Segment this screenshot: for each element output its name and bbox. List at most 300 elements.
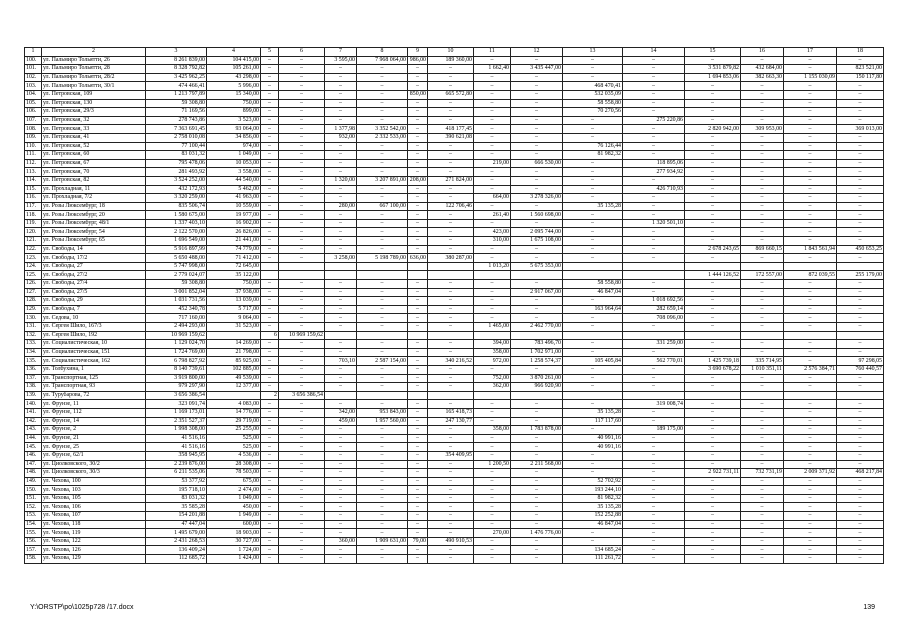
row-number-cell: 127. [25, 288, 42, 297]
table-row [25, 194, 884, 203]
value-cell: – [428, 297, 474, 306]
value-cell: – [325, 400, 357, 409]
address-cell: ул. Розы Люксембург, 48/1 [42, 219, 146, 228]
value-cell: – [837, 323, 884, 332]
value-cell: 2 009 371,92 [784, 469, 837, 478]
value-cell: – [408, 383, 428, 392]
value-cell: 3 278 326,00 [511, 194, 563, 203]
value-cell: 41 516,16 [146, 443, 207, 452]
value-cell: – [511, 537, 563, 546]
value-cell: 636,00 [408, 254, 428, 263]
value-cell: – [784, 211, 837, 220]
value-cell: – [279, 219, 325, 228]
value-cell: – [261, 323, 279, 332]
value-cell: – [563, 159, 623, 168]
value-cell: – [474, 288, 511, 297]
value-cell: – [428, 443, 474, 452]
value-cell: – [741, 82, 784, 91]
value-cell: 2 431 268,53 [146, 537, 207, 546]
value-cell: 1 702 971,00 [511, 348, 563, 357]
value-cell: – [741, 297, 784, 306]
value-cell: – [261, 400, 279, 409]
value-cell: – [741, 340, 784, 349]
value-cell: – [261, 529, 279, 538]
value-cell: – [685, 82, 741, 91]
value-cell: – [741, 219, 784, 228]
row-number-cell: 155. [25, 529, 42, 538]
row-number-cell: 114. [25, 176, 42, 185]
value-cell: 280,00 [325, 202, 357, 211]
value-cell: – [279, 305, 325, 314]
value-cell: – [357, 219, 408, 228]
value-cell: 2 576 384,71 [784, 365, 837, 374]
value-cell: – [837, 555, 884, 564]
value-cell: – [261, 546, 279, 555]
value-cell: – [741, 451, 784, 460]
value-cell: – [408, 305, 428, 314]
value-cell: – [784, 512, 837, 521]
value-cell: – [741, 426, 784, 435]
value-cell: – [511, 142, 563, 151]
value-cell: – [408, 365, 428, 374]
value-cell: – [474, 305, 511, 314]
value-cell: – [357, 314, 408, 323]
value-cell: – [279, 340, 325, 349]
row-number-cell: 146. [25, 451, 42, 460]
value-cell: – [784, 133, 837, 142]
value-cell: 423,00 [474, 228, 511, 237]
row-number-cell: 141. [25, 408, 42, 417]
table-row [25, 391, 884, 400]
value-cell: – [685, 133, 741, 142]
value-cell: – [279, 486, 325, 495]
value-cell [279, 271, 325, 280]
value-cell: – [511, 546, 563, 555]
value-cell: – [357, 245, 408, 254]
value-cell: – [741, 477, 784, 486]
value-cell: – [474, 408, 511, 417]
row-number-cell: 138. [25, 383, 42, 392]
value-cell: – [837, 529, 884, 538]
value-cell: – [563, 219, 623, 228]
value-cell: – [261, 451, 279, 460]
value-cell: – [741, 254, 784, 263]
value-cell: – [279, 417, 325, 426]
value-cell: 79,00 [408, 537, 428, 546]
address-cell: ул. Социалистическая, 10 [42, 340, 146, 349]
table-row [25, 426, 884, 435]
value-cell: – [325, 237, 357, 246]
value-cell: – [784, 434, 837, 443]
value-cell: – [408, 529, 428, 538]
value-cell: – [511, 512, 563, 521]
value-cell: – [784, 116, 837, 125]
value-cell: – [261, 408, 279, 417]
value-cell: – [741, 529, 784, 538]
value-cell: – [563, 194, 623, 203]
value-cell: – [741, 159, 784, 168]
address-cell: ул. Петровская, 109 [42, 90, 146, 99]
value-cell: 34 856,00 [207, 133, 261, 142]
value-cell: – [261, 254, 279, 263]
value-cell: 3 919 800,00 [146, 374, 207, 383]
address-cell: ул. Чехова, 126 [42, 546, 146, 555]
value-cell: – [623, 460, 685, 469]
value-cell: 1 200,50 [474, 460, 511, 469]
address-cell: ул. Петровская, 32 [42, 116, 146, 125]
value-cell: – [279, 494, 325, 503]
value-cell: 58 558,80 [563, 99, 623, 108]
value-cell: 358,00 [474, 348, 511, 357]
value-cell: – [261, 56, 279, 65]
value-cell: 46 847,04 [563, 288, 623, 297]
value-cell: 703,10 [325, 357, 357, 366]
value-cell: 13 039,00 [207, 297, 261, 306]
value-cell: 358 945,95 [146, 451, 207, 460]
value-cell: – [837, 56, 884, 65]
value-cell: – [357, 529, 408, 538]
value-cell: – [408, 486, 428, 495]
value-cell: – [261, 486, 279, 495]
value-cell: 323 091,74 [146, 400, 207, 409]
row-number-cell: 115. [25, 185, 42, 194]
value-cell: – [563, 314, 623, 323]
table-row [25, 125, 884, 134]
value-cell: – [428, 168, 474, 177]
value-cell: 5 747 998,00 [146, 262, 207, 271]
address-cell: ул. Чехова, 107 [42, 512, 146, 521]
value-cell: – [261, 494, 279, 503]
value-cell: – [474, 56, 511, 65]
value-cell: – [623, 211, 685, 220]
value-cell [623, 391, 685, 400]
value-cell: 281 493,92 [146, 168, 207, 177]
value-cell: – [357, 434, 408, 443]
value-cell: 2 678 243,65 [685, 245, 741, 254]
table-row [25, 340, 884, 349]
value-cell: 309 953,00 [741, 125, 784, 134]
address-cell: ул. Свободы, 27/4 [42, 280, 146, 289]
value-cell: – [474, 202, 511, 211]
value-cell: 953 843,00 [357, 408, 408, 417]
value-cell: – [685, 451, 741, 460]
value-cell: – [428, 185, 474, 194]
value-cell: 1 444 126,52 [685, 271, 741, 280]
value-cell: – [784, 503, 837, 512]
value-cell: – [408, 82, 428, 91]
row-number-cell: 139. [25, 391, 42, 400]
value-cell: – [837, 211, 884, 220]
value-cell: – [837, 426, 884, 435]
value-cell: – [474, 142, 511, 151]
value-cell: – [563, 168, 623, 177]
table-row [25, 99, 884, 108]
value-cell: – [408, 99, 428, 108]
value-cell: – [279, 451, 325, 460]
value-cell: – [685, 348, 741, 357]
value-cell: 10 969 159,62 [279, 331, 325, 340]
value-cell: – [474, 168, 511, 177]
value-cell: – [837, 99, 884, 108]
value-cell: – [428, 340, 474, 349]
value-cell: – [685, 434, 741, 443]
table-row [25, 219, 884, 228]
value-cell: – [837, 297, 884, 306]
table-row [25, 297, 884, 306]
value-cell: – [325, 348, 357, 357]
table-row [25, 469, 884, 478]
table-row [25, 202, 884, 211]
value-cell: – [837, 108, 884, 117]
value-cell: 382 663,30 [741, 73, 784, 82]
value-cell: 1 013,20 [474, 262, 511, 271]
value-cell: 1 129 024,70 [146, 340, 207, 349]
value-cell: – [623, 108, 685, 117]
row-number-cell: 149. [25, 477, 42, 486]
row-number-cell: 116. [25, 194, 42, 203]
value-cell: – [428, 477, 474, 486]
value-cell: 2 211 568,00 [511, 460, 563, 469]
value-cell: 3 656 386,54 [279, 391, 325, 400]
value-cell: – [685, 426, 741, 435]
value-cell: – [474, 90, 511, 99]
address-cell: ул. Чехова, 119 [42, 529, 146, 538]
address-cell: ул. Чехова, 129 [42, 555, 146, 564]
value-cell: – [261, 305, 279, 314]
value-cell: – [428, 82, 474, 91]
value-cell: – [784, 357, 837, 366]
column-header: 4 [207, 48, 261, 57]
value-cell: – [623, 555, 685, 564]
row-number-cell: 109. [25, 133, 42, 142]
column-header: 1 [25, 48, 42, 57]
value-cell: – [279, 116, 325, 125]
row-number-cell: 143. [25, 426, 42, 435]
value-cell: 783 496,70 [511, 340, 563, 349]
value-cell: – [741, 443, 784, 452]
value-cell: 71 412,00 [207, 254, 261, 263]
value-cell: – [279, 426, 325, 435]
value-cell: 28 308,00 [207, 460, 261, 469]
value-cell: 319 008,74 [623, 400, 685, 409]
value-cell: – [837, 348, 884, 357]
value-cell: – [325, 374, 357, 383]
value-cell: – [428, 159, 474, 168]
value-cell: – [741, 185, 784, 194]
value-cell: – [741, 288, 784, 297]
value-cell: – [741, 108, 784, 117]
value-cell: – [563, 400, 623, 409]
data-table [24, 47, 884, 564]
value-cell: 1 495 679,00 [146, 529, 207, 538]
address-cell: ул. Пальмиро Тольятти, 28/2 [42, 73, 146, 82]
value-cell: – [408, 546, 428, 555]
value-cell: 81 982,32 [563, 494, 623, 503]
value-cell: 450 653,25 [837, 245, 884, 254]
value-cell: – [511, 443, 563, 452]
value-cell: 1 018 692,56 [623, 297, 685, 306]
value-cell: – [563, 348, 623, 357]
value-cell: – [357, 426, 408, 435]
address-cell: ул. Седова, 10 [42, 314, 146, 323]
value-cell: 189 175,00 [623, 426, 685, 435]
row-number-cell: 144. [25, 434, 42, 443]
value-cell [428, 262, 474, 271]
address-cell: ул. Свободы, 7 [42, 305, 146, 314]
value-cell: – [563, 340, 623, 349]
value-cell: – [357, 443, 408, 452]
value-cell: 1 476 776,00 [511, 529, 563, 538]
value-cell: 1 337 403,10 [146, 219, 207, 228]
value-cell: – [741, 280, 784, 289]
value-cell [685, 262, 741, 271]
value-cell: – [325, 185, 357, 194]
value-cell: 2 779 024,07 [146, 271, 207, 280]
value-cell: – [474, 73, 511, 82]
value-cell: – [279, 73, 325, 82]
row-number-cell: 105. [25, 99, 42, 108]
value-cell: – [325, 228, 357, 237]
address-cell: ул. Петровская, 130 [42, 99, 146, 108]
value-cell: 362,00 [474, 383, 511, 392]
value-cell: 432 172,93 [146, 185, 207, 194]
address-cell: ул. Петровская, 70 [42, 168, 146, 177]
value-cell: – [279, 357, 325, 366]
address-cell: ул. Петровская, 82 [42, 176, 146, 185]
table-row [25, 65, 884, 74]
column-header: 13 [563, 48, 623, 57]
value-cell [207, 331, 261, 340]
value-cell: – [408, 73, 428, 82]
value-cell: 664,00 [474, 194, 511, 203]
row-number-cell: 119. [25, 219, 42, 228]
value-cell: – [261, 434, 279, 443]
value-cell: – [474, 280, 511, 289]
value-cell: – [623, 194, 685, 203]
row-number-cell: 140. [25, 400, 42, 409]
value-cell: – [325, 211, 357, 220]
value-cell: 5 717,00 [207, 305, 261, 314]
value-cell: – [357, 512, 408, 521]
value-cell: – [511, 417, 563, 426]
value-cell: – [357, 159, 408, 168]
row-number-cell: 112. [25, 159, 42, 168]
value-cell: – [279, 323, 325, 332]
value-cell: 752,00 [474, 374, 511, 383]
value-cell: – [837, 228, 884, 237]
value-cell: – [685, 151, 741, 160]
value-cell: – [325, 151, 357, 160]
value-cell [563, 391, 623, 400]
value-cell: 72 645,00 [207, 262, 261, 271]
value-cell: – [511, 434, 563, 443]
value-cell: – [837, 494, 884, 503]
value-cell: – [428, 65, 474, 74]
value-cell: – [623, 512, 685, 521]
column-header: 15 [685, 48, 741, 57]
row-number-cell: 120. [25, 228, 42, 237]
value-cell: 1 213 797,89 [146, 90, 207, 99]
value-cell: 369 013,00 [837, 125, 884, 134]
table-row [25, 546, 884, 555]
value-cell [741, 262, 784, 271]
value-cell: – [623, 451, 685, 460]
value-cell: – [357, 340, 408, 349]
value-cell: – [623, 245, 685, 254]
value-cell: – [563, 451, 623, 460]
value-cell: 270,00 [474, 529, 511, 538]
address-cell: ул. Чехова, 122 [42, 537, 146, 546]
value-cell: 30 727,00 [207, 537, 261, 546]
value-cell: 3 425 962,25 [146, 73, 207, 82]
value-cell: – [784, 142, 837, 151]
value-cell: – [741, 228, 784, 237]
value-cell: 41 516,16 [146, 434, 207, 443]
value-cell: 1 662,40 [474, 65, 511, 74]
value-cell: – [685, 537, 741, 546]
value-cell: – [357, 451, 408, 460]
row-number-cell: 101. [25, 65, 42, 74]
value-cell: – [837, 305, 884, 314]
row-number-cell: 133. [25, 340, 42, 349]
address-cell: ул. Транспортная, 93 [42, 383, 146, 392]
value-cell: – [279, 142, 325, 151]
value-cell: – [685, 340, 741, 349]
value-cell: 2 917 067,00 [511, 288, 563, 297]
value-cell: – [511, 245, 563, 254]
value-cell: 8 261 839,00 [146, 56, 207, 65]
value-cell: – [784, 374, 837, 383]
value-cell: 21 441,00 [207, 237, 261, 246]
value-cell: – [279, 237, 325, 246]
value-cell: – [685, 494, 741, 503]
value-cell: – [261, 159, 279, 168]
value-cell: 459,00 [325, 417, 357, 426]
value-cell: – [741, 305, 784, 314]
value-cell: – [428, 365, 474, 374]
value-cell: 10 559,00 [207, 202, 261, 211]
value-cell: 3 523,00 [207, 116, 261, 125]
value-cell: – [279, 176, 325, 185]
value-cell: – [837, 194, 884, 203]
value-cell: – [325, 529, 357, 538]
value-cell: – [563, 65, 623, 74]
value-cell: 105 261,00 [207, 65, 261, 74]
address-cell: ул. Петровская, 33 [42, 125, 146, 134]
value-cell: – [741, 348, 784, 357]
table-row [25, 434, 884, 443]
value-cell: 490 910,53 [428, 537, 474, 546]
table-row [25, 237, 884, 246]
row-number-cell: 113. [25, 168, 42, 177]
value-cell [784, 331, 837, 340]
table-row [25, 288, 884, 297]
value-cell: – [511, 297, 563, 306]
value-cell: – [279, 383, 325, 392]
address-cell: ул. Фрунзе, 112 [42, 408, 146, 417]
value-cell: – [784, 408, 837, 417]
value-cell: – [357, 82, 408, 91]
value-cell: – [741, 99, 784, 108]
value-cell: 418 177,45 [428, 125, 474, 134]
row-number-cell: 157. [25, 546, 42, 555]
value-cell: – [261, 228, 279, 237]
value-cell: 278 743,86 [146, 116, 207, 125]
address-cell: ул. Розы Люксембург, 18 [42, 202, 146, 211]
row-number-cell: 103. [25, 82, 42, 91]
value-cell: 394,00 [474, 340, 511, 349]
value-cell [357, 331, 408, 340]
